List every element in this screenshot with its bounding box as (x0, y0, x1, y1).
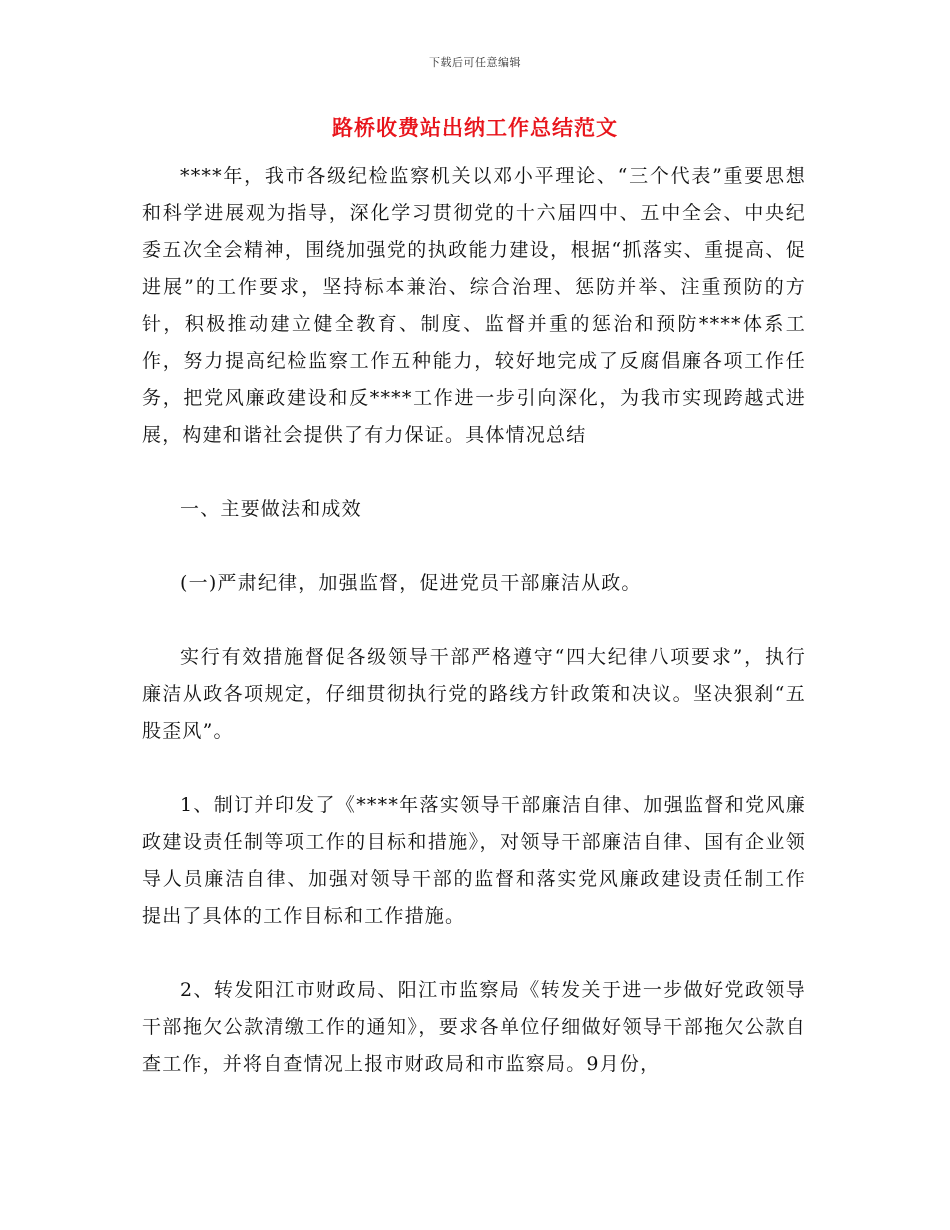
list-item-2: 2、转发阳江市财政局、阳江市监察局《转发关于进一步做好党政领导干部拖欠公款清缴工作的通知》，要求各单位仔细做好领导干部拖欠公款自查工作，并将自查情况上报市财政局和市监察局。9月份， (142, 979, 806, 1075)
document-body (142, 158, 806, 1083)
header-note: 下载后可任意编辑 (429, 56, 521, 69)
intro-paragraph: ****年，我市各级纪检监察机关以邓小平理论、“三个代表”重要思想和科学进展观为指导，深化学习贯彻党的十六届四中、五中全会、中央纪委五次全会精神，围绕加强党的执政能力建设，根据“抓落实、重提高、促进展”的工作要求，坚持标本兼治、综合治理、惩防并举、注重预防的方针，积极推动建立健全教育、制度、监督并重的惩治和预防****体系工作，努力提高纪检监察工作五种能力，较好地完成了反腐倡廉各项工作任务，把党风廉政建设和反****工作进一步引向深化，为我市实现跨越式进展，构建和谐社会提供了有力保证。具体情况总结 (142, 165, 806, 446)
document-title: 路桥收费站出纳工作总结范文 (332, 115, 618, 140)
list-item-1: 1、制订并印发了《****年落实领导干部廉洁自律、加强监督和党风廉政建设责任制等项工作的目标和措施》，对领导干部廉洁自律、国有企业领导人员廉洁自律、加强对领导干部的监督和落实党风廉政建设责任制工作提出了具体的工作目标和工作措施。 (142, 794, 806, 927)
body-paragraph: 实行有效措施督促各级领导干部严格遵守“四大纪律八项要求”，执行廉洁从政各项规定，仔细贯彻执行党的路线方针政策和决议。坚决狠刹“五股歪风”。 (142, 646, 806, 742)
section-heading: 一、主要做法和成效 (180, 498, 362, 520)
subsection-heading: (一)严肃纪律，加强监督，促进党员干部廉洁从政。 (180, 572, 642, 594)
